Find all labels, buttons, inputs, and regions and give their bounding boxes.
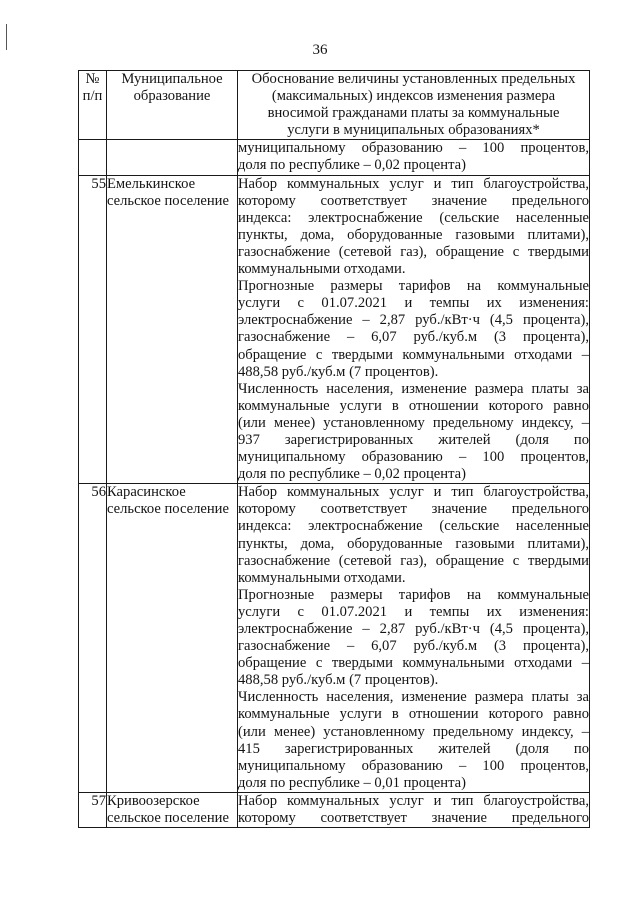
description-line: коммунальными отходами. [238,569,406,586]
description-line: услуги с 01.07.2021 и темпы их изменения: [238,603,589,620]
description-line: 488,58 руб./куб.м (7 процентов). [238,363,439,380]
description-line: которому соответствует значение предельного [238,810,589,827]
row-description-cell [238,140,590,175]
table-header-row [79,71,590,140]
description-line: 488,58 руб./куб.м (7 процентов). [238,672,439,689]
description-line: муниципальному образованию – 100 процентов, [238,757,589,774]
municipality-line: Карасинское [107,484,186,501]
description-line: Набор коммунальных услуг и тип благоустройства, [238,484,589,501]
paragraph-utility-set [238,176,589,279]
paragraph-population [238,381,589,484]
header-justification-line: вносимой гражданами платы за коммунальные [267,105,560,122]
municipality-line: Кривоозерское [107,792,200,809]
row-municipality-cell [107,140,238,175]
paragraph-tariffs [238,587,589,690]
row-municipality [107,484,238,793]
description-line: услуги с 01.07.2021 и темпы их изменения: [238,295,589,312]
table-row-55 [79,175,590,484]
header-num-line: п/п [82,88,103,105]
description-line: Набор коммунальных услуг и тип благоустройства, [238,792,589,809]
header-municipality-line: Муниципальное [121,71,223,87]
description-line: коммунальные услуги в отношении которого равно [238,397,589,414]
description-line: которому соответствует значение предельного [238,192,589,209]
row-description [238,175,590,484]
description-line: газоснабжение – 6,07 руб./куб.м (3 процента), [238,638,589,655]
row-description [238,484,590,793]
paragraph-utility-set [238,484,589,587]
description-line: Численность населения, изменение размера платы за [238,689,589,706]
row-municipality [107,175,238,484]
header-justification-line: (максимальных) индексов изменения размера [271,88,556,105]
description-line: (или менее) установленному предельному индексу, – [238,723,589,740]
table-row-57 [79,792,590,827]
paragraph-utility-set [238,793,589,827]
description-line: пункты, дома, оборудованные газовыми плитами), [238,535,589,552]
description-line: муниципальному образованию – 100 процентов, [238,140,589,157]
description-line: индекса: электроснабжение (сельские населенные [238,518,589,535]
description-line: газоснабжение (сетевой газ), обращение с твердыми [238,552,589,569]
municipality-line: сельское поселение [107,192,229,209]
header-justification-line: услуги в муниципальных образованиях* [287,122,540,139]
row-description [238,792,590,827]
row-municipality [107,792,238,827]
header-num [79,71,107,140]
row-num: 57 [79,792,107,827]
description-line: Набор коммунальных услуг и тип благоустройства, [238,175,589,192]
paragraph-population [238,689,589,792]
header-num-line: № [85,71,100,87]
description-line: пункты, дома, оборудованные газовыми плитами), [238,226,589,243]
table-row-continuation [79,140,590,175]
municipality-line: сельское поселение [107,501,229,518]
description-line: обращение с твердыми коммунальными отходами – [238,346,589,363]
description-line: электроснабжение – 2,87 руб./кВт·ч (4,5 процента), [238,621,589,637]
description-line: 415 зарегистрированных жителей (доля по [238,740,589,757]
paragraph-tariffs [238,278,589,381]
page-number: 36 [312,42,328,58]
description-line: доля по республике – 0,02 процента) [238,466,466,483]
description-line: электроснабжение – 2,87 руб./кВт·ч (4,5 процента), [238,312,589,329]
description-line: индекса: электроснабжение (сельские населенные [238,209,589,226]
description-line: Прогнозные размеры тарифов на коммунальные [238,278,589,295]
description-line: Численность населения, изменение размера платы за [238,380,589,397]
description-line: 937 зарегистрированных жителей (доля по [238,431,589,448]
description-line: Прогнозные размеры тарифов на коммунальные [238,586,589,603]
description-line: которому соответствует значение предельного [238,501,589,518]
description-line: газоснабжение – 6,07 руб./куб.м (3 процента), [238,329,589,346]
row-num-cell [79,140,107,175]
municipality-line: Емелькинское [107,175,196,192]
header-municipality-line: образование [133,88,211,105]
description-line: коммунальными отходами. [238,261,406,278]
description-line: коммунальные услуги в отношении которого равно [238,706,589,723]
header-justification [238,71,590,140]
description-line: (или менее) установленному предельному индексу, – [238,414,589,431]
row-num: 55 [79,175,107,484]
description-line: газоснабжение (сетевой газ), обращение с твердыми [238,243,589,260]
description-line: доля по республике – 0,01 процента) [238,774,466,791]
description-line: доля по республике – 0,02 процента) [238,157,466,174]
municipality-line: сельское поселение [107,810,229,827]
table-row-56 [79,484,590,793]
description-line: муниципальному образованию – 100 процентов, [238,449,589,466]
municipal-index-table [78,70,590,828]
header-justification-line: Обоснование величины установленных предельных [251,71,576,87]
header-municipality [107,71,238,140]
row-num: 56 [79,484,107,793]
description-line: обращение с твердыми коммунальными отходами – [238,655,589,672]
